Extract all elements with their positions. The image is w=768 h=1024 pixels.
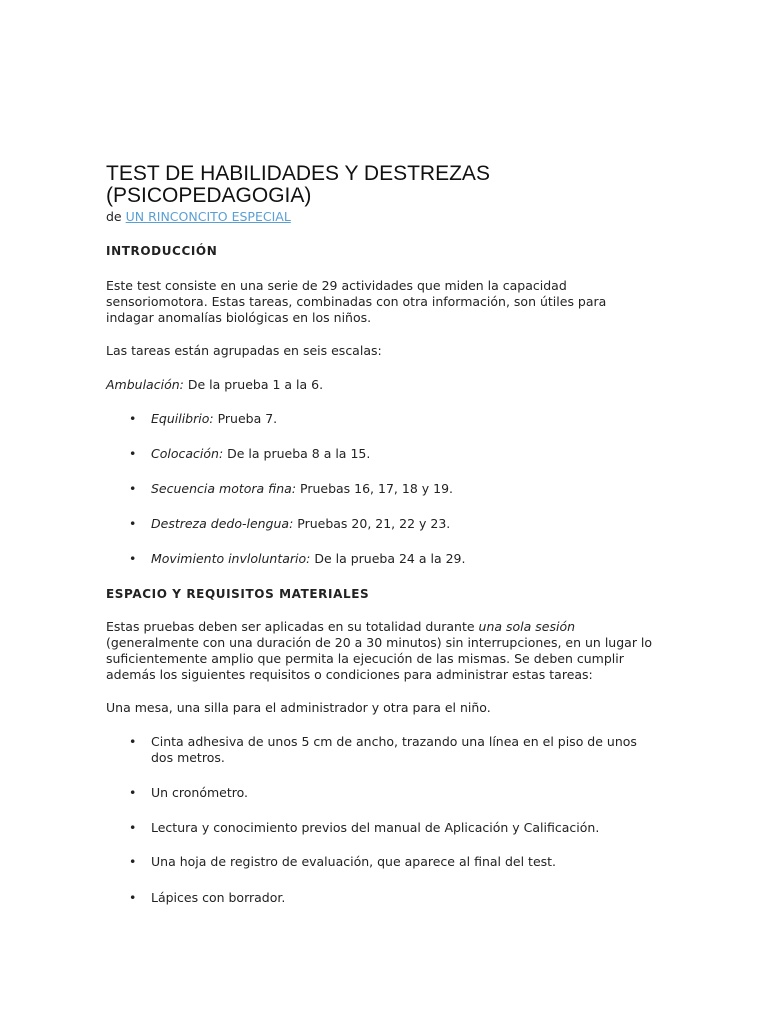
scale-desc: Pruebas 16, 17, 18 y 19. xyxy=(296,481,453,496)
bullet-icon: • xyxy=(129,516,137,531)
text-line: indagar anomalías biológicas en los niños. xyxy=(106,310,372,325)
scale-desc: De la prueba 8 a la 15. xyxy=(223,446,371,461)
space-paragraph xyxy=(106,619,652,683)
scale-desc: Pruebas 20, 21, 22 y 23. xyxy=(293,516,451,531)
title-line-1: TEST DE HABILIDADES Y DESTREZAS xyxy=(106,162,490,185)
text-line: (generalmente con una duración de 20 a 30 minutos) sin interrupciones, en un lugar lo xyxy=(106,635,653,650)
text-line: Este test consiste en una serie de 29 actividades que miden la capacidad xyxy=(106,278,567,293)
text-line: Estas pruebas deben ser aplicadas en su totalidad durante xyxy=(106,619,479,634)
bullet-icon: • xyxy=(129,551,137,566)
scale-name: Equilibrio: xyxy=(151,411,214,426)
text-line: suficientemente amplio que permita la ejecución de las mismas. Se deben cumplir xyxy=(106,651,624,666)
bullet-icon: • xyxy=(129,411,137,426)
scale-name: Colocación: xyxy=(151,446,224,461)
text-line: Un cronómetro. xyxy=(151,785,249,800)
text-line: Cinta adhesiva de unos 5 cm de ancho, trazando una línea en el piso de unos xyxy=(151,734,637,749)
intro-paragraph xyxy=(106,278,606,326)
bullet-icon: • xyxy=(129,820,137,835)
scale-name: Destreza dedo-lengua: xyxy=(151,516,294,531)
text-line: Lectura y conocimiento previos del manual de Aplicación y Calificación. xyxy=(151,820,600,835)
text-line: dos metros. xyxy=(151,750,225,765)
bullet-icon: • xyxy=(129,734,137,749)
bullet-icon: • xyxy=(129,854,137,869)
bullet-icon: • xyxy=(129,785,137,800)
text-line: sensoriomotora. Estas tareas, combinadas con otra información, son útiles para xyxy=(106,294,607,309)
text-line: Lápices con borrador. xyxy=(151,890,286,905)
bullet-icon: • xyxy=(129,446,137,461)
scale-desc: Prueba 7. xyxy=(213,411,278,426)
scale-name: Movimiento invloluntario: xyxy=(151,551,311,566)
scale-name: Ambulación: xyxy=(106,377,184,392)
scales-intro: Las tareas están agrupadas en seis escalas: xyxy=(106,343,382,358)
text-line: Una hoja de registro de evaluación, que aparece al final del test. xyxy=(151,854,557,869)
scale-name: Secuencia motora fina: xyxy=(151,481,297,496)
bullet-icon: • xyxy=(129,890,137,905)
page-title xyxy=(106,163,490,207)
byline-prefix: de xyxy=(106,209,126,224)
space-heading: ESPACIO Y REQUISITOS MATERIALES xyxy=(106,587,370,601)
byline xyxy=(106,209,291,225)
bullet-icon: • xyxy=(129,481,137,496)
scale-desc: De la prueba 1 a la 6. xyxy=(183,377,324,392)
title-line-2: (PSICOPEDAGOGIA) xyxy=(106,184,312,207)
author-link[interactable]: UN RINCONCITO ESPECIAL xyxy=(125,209,291,224)
text-line: además los siguientes requisitos o condiciones para administrar estas tareas: xyxy=(106,667,593,682)
furniture-line: Una mesa, una silla para el administrador y otra para el niño. xyxy=(106,700,491,715)
scale-desc: De la prueba 24 a la 29. xyxy=(310,551,466,566)
scale-ambulacion xyxy=(106,377,323,393)
intro-heading: INTRODUCCIÓN xyxy=(106,244,218,258)
emphasis: una sola sesión xyxy=(478,619,576,634)
